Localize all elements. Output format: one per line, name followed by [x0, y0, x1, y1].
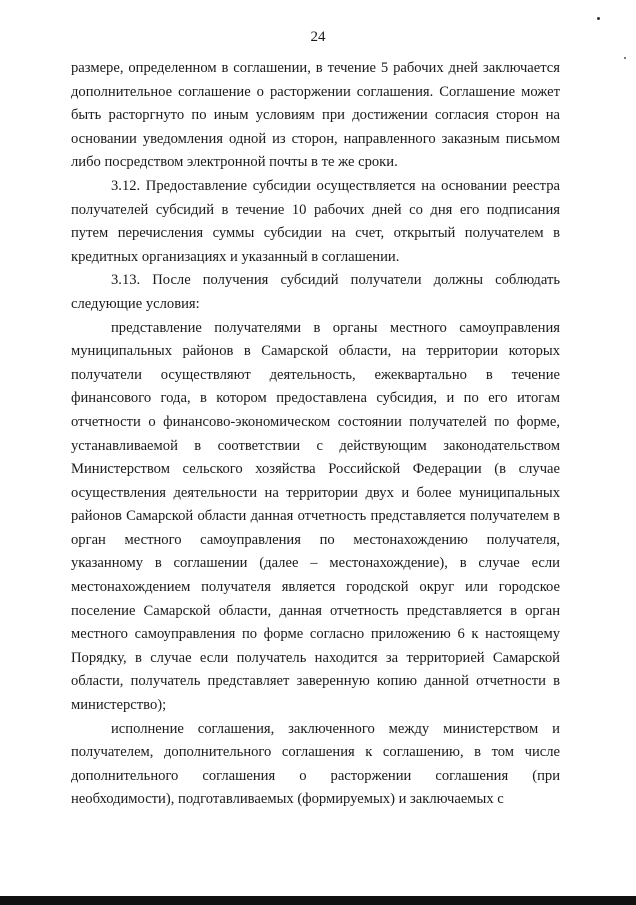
page-number: 24	[310, 29, 326, 45]
scan-speck	[624, 57, 626, 59]
paragraph-1: размере, определенном в соглашении, в течение 5 рабочих дней заключается дополнительное соглашение о расторжении соглашения. Соглашение может быть расторгнуто по иным условиям при достижении согласия сторон на основании уведомления одной из сторон, направленного заказным письмом либо посредством электронной почты в те же сроки.	[71, 60, 560, 171]
paragraph-5: исполнение соглашения, заключенного между министерством и получателем, дополнительного соглашения к соглашению, в том числе дополнительного соглашения о расторжении соглашения (при необходимости), подготавливаемых (формируемых) и заключаемых с	[71, 720, 560, 808]
document-body	[71, 57, 560, 812]
paragraph-2: 3.12. Предоставление субсидии осуществляется на основании реестра получателей субсидий в течение 10 рабочих дней со дня его подписания путем перечисления суммы субсидии на счет, открытый получателем в кредитных организациях и указанный в соглашении.	[71, 177, 560, 265]
scan-bottom-edge	[0, 896, 636, 905]
paragraph-3: 3.13. После получения субсидий получатели должны соблюдать следующие условия:	[71, 272, 560, 312]
paragraph-4: представление получателями в органы местного самоуправления муниципальных районов в Самарской области, на территории которых получатели осуществляют деятельность, ежеквартально в течение финансового года, в котором предоставлена субсидия, и по его итогам отчетности о финансово-экономическом состоянии получателей по форме, устанавливаемой в соответствии с действующим законодательством Министерством сельского хозяйства Российской Федерации (в случае осуществления деятельности на территории двух и более муниципальных районов Самарской области данная отчетность представляется получателем в орган местного самоуправления по местонахождению получателя, указанному в соглашении (далее – местонахождение), в случае если местонахождением получателя является городской округ или городское поселение Самарской области, данная отчетность представляется в орган местного самоуправления по форме согласно приложению 6 к настоящему Порядку, в случае если получатель находится за территорией Самарской области, получатель представляет заверенную копию данной отчетности в министерство);	[71, 319, 560, 714]
scan-speck	[597, 17, 600, 20]
